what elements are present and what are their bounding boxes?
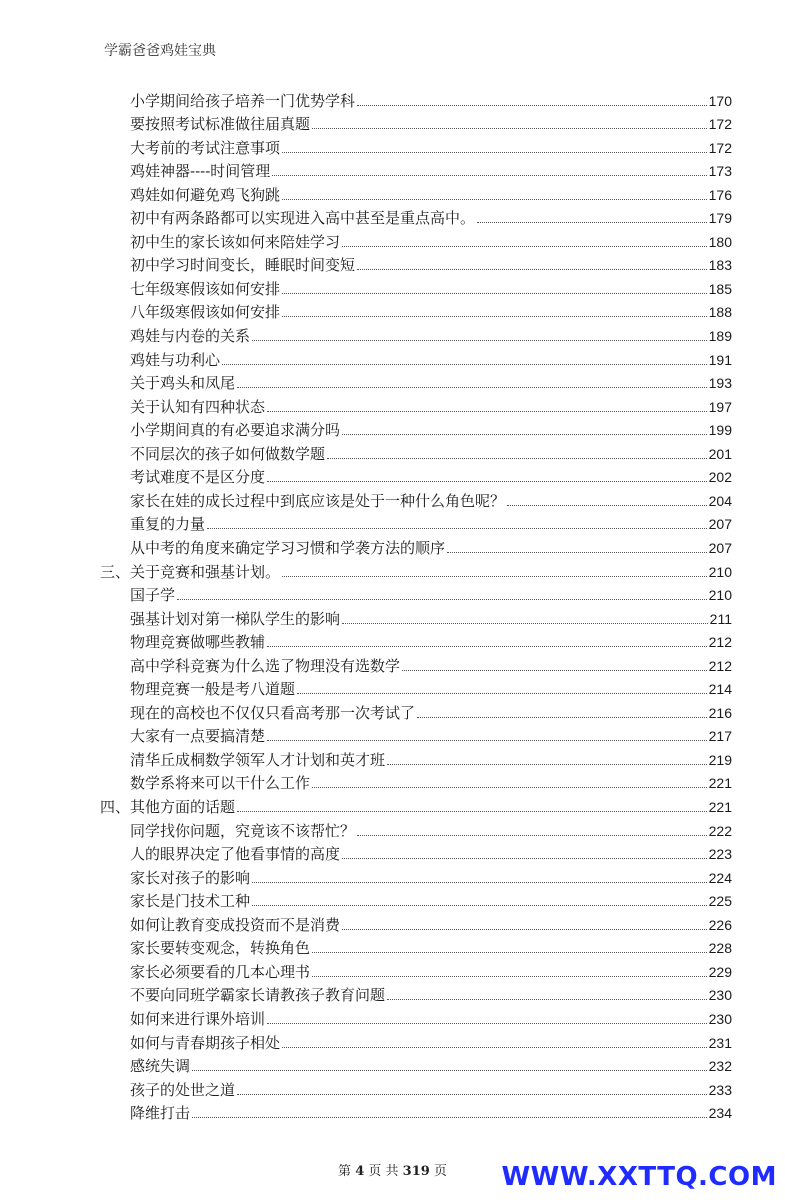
toc-entry-page: 207	[708, 539, 732, 556]
toc-entry-page: 179	[708, 210, 732, 227]
dot-leader	[267, 411, 707, 412]
toc-entry-page: 230	[708, 987, 732, 1004]
toc-entry[interactable]	[130, 251, 732, 275]
toc-entry-title: 小学期间给孩子培养一门优势学科	[130, 91, 356, 110]
toc-entry-title: 家长在娃的成长过程中到底应该是处于一种什么角色呢？	[130, 491, 506, 510]
toc-entry-page: 210	[708, 587, 732, 604]
dot-leader	[282, 293, 707, 294]
toc-entry[interactable]	[130, 86, 732, 110]
toc-entry-title: 同学找你问题，究竟该不该帮忙？	[130, 821, 356, 840]
dot-leader	[177, 599, 707, 600]
toc-entry-page: 176	[708, 186, 732, 203]
toc-entry-page: 210	[708, 563, 732, 580]
toc-entry-title: 鸡娃与功利心	[130, 350, 221, 369]
dot-leader	[507, 505, 707, 506]
toc-entry-title: 家长必须要看的几本心理书	[130, 962, 311, 981]
toc-entry[interactable]	[130, 981, 732, 1005]
toc-entry[interactable]	[130, 769, 732, 793]
dot-leader	[477, 222, 707, 223]
toc-entry-title: 感统失调	[130, 1057, 191, 1076]
dot-leader	[207, 528, 707, 529]
toc-entry-title: 国子学	[130, 586, 176, 605]
dot-leader	[237, 387, 707, 388]
toc-entry[interactable]	[130, 840, 732, 864]
toc-entry[interactable]	[130, 745, 732, 769]
toc-entry-title: 初中学习时间变长，睡眠时间变短	[130, 256, 356, 275]
section-number: 四、	[100, 798, 131, 816]
toc-entry[interactable]	[130, 816, 732, 840]
toc-entry[interactable]	[130, 581, 732, 605]
toc-entry-title: 重复的力量	[130, 515, 206, 534]
toc-entry-title: 强基计划对第一梯队学生的影响	[130, 609, 341, 628]
dot-leader	[252, 882, 707, 883]
dot-leader	[357, 835, 707, 836]
toc-entry-page: 214	[708, 681, 732, 698]
toc-entry[interactable]	[130, 345, 732, 369]
dot-leader	[312, 952, 707, 953]
dot-leader	[267, 1023, 707, 1024]
toc-entry[interactable]	[130, 392, 732, 416]
toc-entry-title: 孩子的处世之道	[130, 1080, 236, 1099]
total-page-count: 319	[402, 1164, 430, 1179]
toc-entry-page: 226	[708, 916, 732, 933]
toc-entry-title: 家长要转变观念，转换角色	[130, 939, 311, 958]
toc-entry[interactable]	[130, 274, 732, 298]
toc-entry-title: 要按照考试标准做往届真题	[130, 115, 311, 134]
toc-entry[interactable]	[130, 698, 732, 722]
toc-entry-title: 不要向同班学霸家长请教孩子教育问题	[130, 986, 386, 1005]
toc-entry-page: 224	[708, 869, 732, 886]
toc-entry-title: 物理竞赛一般是考八道题	[130, 680, 296, 699]
dot-leader	[237, 1094, 707, 1095]
toc-entry-page: 173	[708, 163, 732, 180]
dot-leader	[312, 787, 707, 788]
toc-entry-page: 188	[708, 304, 732, 321]
toc-entry[interactable]	[130, 110, 732, 134]
toc-entry-title: 如何来进行课外培训	[130, 1009, 266, 1028]
dot-leader	[387, 764, 707, 765]
toc-entry[interactable]	[130, 369, 732, 393]
dot-leader	[282, 199, 707, 200]
toc-entry-title: 大考前的考试注意事项	[130, 138, 281, 157]
toc-entry-page: 225	[708, 893, 732, 910]
dot-leader	[252, 905, 707, 906]
toc-entry-title: 不同层次的孩子如何做数学题	[130, 444, 326, 463]
toc-entry[interactable]	[130, 510, 732, 534]
toc-entry-page: 172	[708, 116, 732, 133]
toc-entry-page: 229	[708, 963, 732, 980]
dot-leader	[342, 929, 707, 930]
dot-leader	[342, 434, 707, 435]
section-number: 三、	[100, 562, 131, 581]
dot-leader	[312, 976, 707, 977]
toc-entry-title: 其他方面的话题	[130, 798, 236, 816]
toc-entry-title: 初中生的家长该如何来陪娃学习	[130, 232, 341, 251]
toc-entry[interactable]	[130, 651, 732, 675]
dot-leader	[282, 152, 707, 153]
toc-section-entry[interactable]	[100, 557, 732, 581]
toc-entry-title: 八年级寒假该如何安排	[130, 303, 281, 322]
toc-entry[interactable]	[130, 439, 732, 463]
toc-entry-title: 大家有一点要搞清楚	[130, 727, 266, 746]
toc-entry-page: 223	[708, 846, 732, 863]
toc-entry[interactable]	[130, 298, 732, 322]
dot-leader	[342, 623, 708, 624]
toc-entry-page: 216	[708, 704, 732, 721]
toc-entry-page: 211	[709, 610, 732, 627]
toc-entry-page: 212	[708, 634, 732, 651]
toc-entry-title: 清华丘成桐数学领军人才计划和英才班	[130, 750, 386, 769]
toc-entry-page: 231	[708, 1034, 732, 1051]
toc-entry[interactable]	[130, 1075, 732, 1099]
toc-entry-title: 家长是门技术工种	[130, 892, 251, 911]
toc-entry[interactable]	[130, 322, 732, 346]
toc-entry[interactable]	[130, 1099, 732, 1123]
toc-entry-page: 193	[708, 375, 732, 392]
toc-entry[interactable]	[130, 486, 732, 510]
toc-entry-title: 现在的高校也不仅仅只看高考那一次考试了	[130, 703, 416, 722]
dot-leader	[267, 646, 707, 647]
toc-entry[interactable]	[130, 157, 732, 181]
toc-entry-page: 201	[708, 445, 732, 462]
toc-entry-page: 180	[708, 233, 732, 250]
toc-entry-page: 222	[708, 822, 732, 839]
dot-leader	[267, 481, 707, 482]
toc-entry-page: 212	[708, 657, 732, 674]
dot-leader	[252, 340, 707, 341]
toc-entry-page: 183	[708, 257, 732, 274]
toc-entry-page: 230	[708, 1010, 732, 1027]
dot-leader	[312, 128, 707, 129]
current-page-number: 4	[355, 1164, 365, 1179]
dot-leader	[282, 1047, 707, 1048]
dot-leader	[272, 175, 706, 176]
dot-leader	[402, 670, 707, 671]
toc-entry-page: 233	[708, 1081, 732, 1098]
toc-entry-title: 物理竞赛做哪些教辅	[130, 633, 266, 652]
toc-entry[interactable]	[130, 604, 732, 628]
toc-entry[interactable]	[130, 887, 732, 911]
page-footer: 第 4 页 共 319 页	[338, 1164, 447, 1179]
toc-entry-page: 199	[708, 422, 732, 439]
dot-leader	[282, 316, 707, 317]
toc-entry[interactable]	[130, 957, 732, 981]
toc-entry[interactable]	[130, 1028, 732, 1052]
toc-entry-page: 185	[708, 280, 732, 297]
toc-entry-page: 189	[708, 328, 732, 344]
dot-leader	[327, 458, 707, 459]
toc-entry[interactable]	[130, 910, 732, 934]
dot-leader	[447, 552, 707, 553]
dot-leader	[417, 717, 707, 718]
dot-leader	[222, 364, 707, 365]
toc-entry-page: 204	[708, 492, 732, 509]
toc-entry-page: 219	[708, 751, 732, 768]
toc-entry-page: 221	[708, 799, 732, 815]
toc-entry-title: 初中有两条路都可以实现进入高中甚至是重点高中。	[130, 209, 476, 228]
toc-entry-title: 降维打击	[130, 1104, 191, 1123]
toc-entry[interactable]	[130, 1004, 732, 1028]
toc-entry-title: 鸡娃如何避免鸡飞狗跳	[130, 185, 281, 204]
toc-entry-title: 如何让教育变成投资而不是消费	[130, 915, 341, 934]
toc-entry-page: 170	[708, 92, 732, 109]
toc-entry[interactable]	[130, 1052, 732, 1076]
running-header: 学霸爸爸鸡娃宝典	[104, 43, 216, 59]
toc-entry[interactable]	[130, 863, 732, 887]
toc-entry-title: 小学期间真的有必要追求满分吗	[130, 421, 341, 440]
toc-entry-title: 数学系将来可以干什么工作	[130, 774, 311, 793]
toc-section-entry[interactable]	[100, 793, 732, 817]
toc-entry-page: 228	[708, 940, 732, 957]
toc-entry-title: 鸡娃与内卷的关系	[130, 327, 251, 345]
dot-leader	[237, 811, 707, 812]
dot-leader	[282, 576, 707, 577]
toc-entry-page: 232	[708, 1058, 732, 1075]
toc-entry-page: 197	[708, 398, 732, 415]
toc-entry-title: 关于认知有四种状态	[130, 397, 266, 416]
dot-leader	[387, 999, 707, 1000]
toc-entry-title: 关于竞赛和强基计划。	[130, 562, 281, 581]
toc-entry[interactable]	[130, 227, 732, 251]
toc-entry-title: 家长对孩子的影响	[130, 868, 251, 887]
dot-leader	[357, 269, 707, 270]
toc-entry[interactable]	[130, 722, 732, 746]
toc-entry[interactable]	[130, 463, 732, 487]
toc-entry[interactable]	[130, 416, 732, 440]
toc-entry-title: 从中考的角度来确定学习习惯和学袭方法的顺序	[130, 538, 446, 557]
toc-entry-title: 如何与青春期孩子相处	[130, 1033, 281, 1052]
dot-leader	[342, 858, 707, 859]
toc-entry-title: 鸡娃神器----时间管理	[130, 162, 271, 181]
toc-entry-page: 207	[708, 516, 732, 533]
toc-entry[interactable]	[130, 934, 732, 958]
watermark: WWW.XXTTQ.COM	[501, 1162, 777, 1192]
dot-leader	[342, 246, 707, 247]
toc-entry[interactable]	[130, 628, 732, 652]
toc-entry-page: 202	[708, 469, 732, 486]
toc-entry-title: 关于鸡头和凤尾	[130, 374, 236, 393]
toc-entry-title: 七年级寒假该如何安排	[130, 279, 281, 298]
dot-leader	[297, 693, 707, 694]
dot-leader	[357, 105, 707, 106]
toc-entry-page: 234	[708, 1105, 732, 1122]
dot-leader	[267, 740, 707, 741]
toc-entry[interactable]	[130, 180, 732, 204]
toc-entry[interactable]	[130, 675, 732, 699]
toc-entry-title: 考试难度不是区分度	[130, 468, 266, 487]
toc-entry-page: 172	[708, 139, 732, 156]
toc-entry-title: 人的眼界决定了他看事情的高度	[130, 845, 341, 864]
toc-entry[interactable]	[130, 204, 732, 228]
dot-leader	[192, 1117, 707, 1118]
toc-entry-title: 高中学科竞赛为什么选了物理没有选数学	[130, 656, 401, 675]
toc-entry-page: 191	[708, 351, 732, 368]
toc-entry-page: 217	[708, 728, 732, 745]
toc-entry[interactable]	[130, 533, 732, 557]
toc-entry-page: 221	[708, 775, 732, 792]
dot-leader	[192, 1070, 707, 1071]
toc-entry[interactable]	[130, 133, 732, 157]
